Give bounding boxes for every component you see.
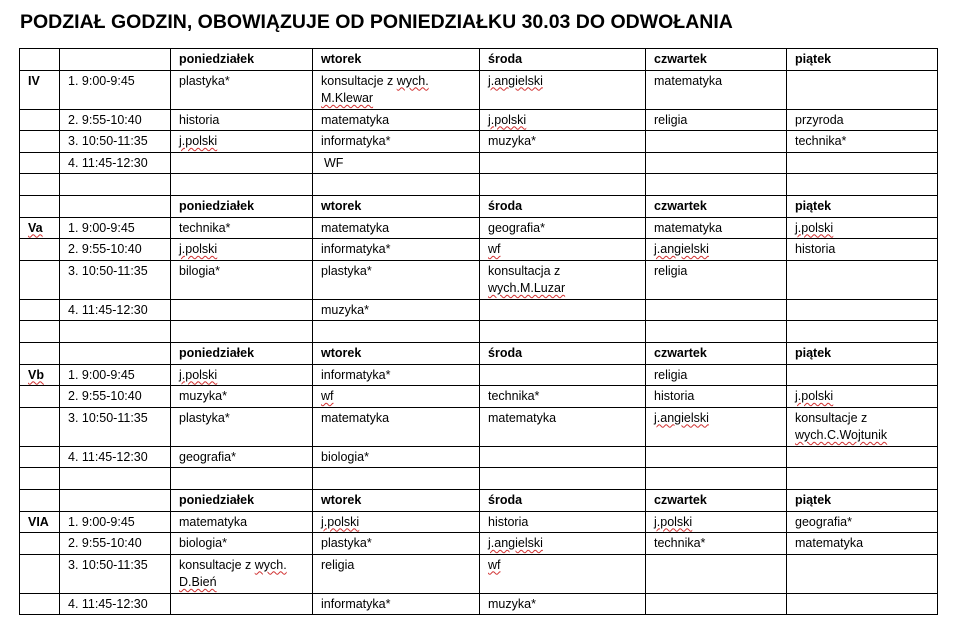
page-title: PODZIAŁ GODZIN, OBOWIĄZUJE OD PONIEDZIAŁKU 30.03 DO ODWOŁANIA — [20, 11, 733, 33]
table-row — [20, 109, 938, 131]
empty-cell — [60, 343, 171, 365]
lesson-time: 1. 9:00-9:45 — [60, 217, 171, 239]
subject-name: muzyka* — [488, 134, 536, 148]
lesson-time: 1. 9:00-9:45 — [60, 70, 171, 109]
lesson-cell — [171, 299, 313, 321]
day-header: czwartek — [646, 490, 787, 512]
subject-name: technika* — [654, 536, 706, 550]
day-header: czwartek — [646, 49, 787, 71]
table-row — [20, 152, 938, 174]
lesson-cell — [313, 386, 480, 408]
subject-name: informatyka* — [321, 134, 391, 148]
lesson-cell — [171, 109, 313, 131]
day-header: poniedziałek — [171, 49, 313, 71]
lesson-cell — [787, 593, 938, 615]
lesson-cell — [787, 299, 938, 321]
spacer-row — [20, 468, 938, 490]
lesson-cell — [480, 152, 646, 174]
lesson-cell — [313, 239, 480, 261]
class-label — [20, 299, 60, 321]
empty-cell — [60, 490, 171, 512]
day-header: piątek — [787, 343, 938, 365]
subject-name: WF — [324, 155, 344, 170]
subject-name: muzyka* — [321, 302, 369, 317]
day-header: wtorek — [313, 49, 480, 71]
empty-cell — [20, 196, 60, 218]
subject-name: religia — [654, 112, 688, 127]
empty-cell — [787, 468, 938, 490]
lesson-cell — [171, 217, 313, 239]
lesson-cell — [480, 131, 646, 153]
class-label — [20, 407, 60, 446]
lesson-cell — [480, 407, 646, 446]
subject-name: j.angielski — [654, 410, 709, 425]
empty-cell — [480, 174, 646, 196]
lesson-time: 3. 10:50-11:35 — [60, 131, 171, 153]
lesson-cell — [480, 239, 646, 261]
schedule-table — [19, 48, 938, 615]
subject-name: j.polski — [488, 112, 527, 127]
lesson-cell — [313, 446, 480, 468]
subject-name: historia — [795, 242, 836, 256]
subject-name: j.polski — [795, 220, 834, 235]
subject-name: historia — [488, 514, 529, 529]
subject-name: j.polski — [795, 389, 834, 403]
subject-name: plastyka* — [179, 410, 230, 425]
lesson-cell — [787, 386, 938, 408]
lesson-cell — [787, 364, 938, 386]
empty-cell — [646, 174, 787, 196]
lesson-cell — [646, 260, 787, 299]
empty-cell — [171, 174, 313, 196]
empty-cell — [480, 321, 646, 343]
empty-cell — [20, 174, 60, 196]
subject-name: biologia* — [321, 449, 369, 464]
lesson-cell — [787, 131, 938, 153]
lesson-time: 2. 9:55-10:40 — [60, 109, 171, 131]
subject-name: j.angielski — [488, 73, 543, 88]
empty-cell — [313, 174, 480, 196]
lesson-cell — [787, 533, 938, 555]
day-header-row — [20, 49, 938, 71]
subject-name: konsultacje z wych. D.Bień — [179, 557, 287, 589]
empty-cell — [20, 321, 60, 343]
subject-name: j.polski — [179, 134, 218, 148]
lesson-cell — [313, 554, 480, 593]
table-row — [20, 239, 938, 261]
lesson-cell — [480, 299, 646, 321]
lesson-time: 2. 9:55-10:40 — [60, 533, 171, 555]
lesson-cell — [313, 152, 480, 174]
lesson-cell — [171, 131, 313, 153]
subject-name: religia — [654, 367, 688, 382]
class-name: Va — [28, 220, 43, 235]
table-row — [20, 217, 938, 239]
spacer-row — [20, 321, 938, 343]
lesson-cell — [171, 407, 313, 446]
subject-name: matematyka — [795, 536, 864, 550]
subject-name: wf — [488, 242, 501, 256]
lesson-cell — [646, 217, 787, 239]
lesson-cell — [646, 593, 787, 615]
class-label — [20, 217, 60, 239]
table-row — [20, 364, 938, 386]
class-label — [20, 239, 60, 261]
lesson-cell — [313, 70, 480, 109]
lesson-time: 3. 10:50-11:35 — [60, 554, 171, 593]
table-row — [20, 554, 938, 593]
subject-name: przyroda — [795, 112, 844, 127]
empty-cell — [787, 321, 938, 343]
lesson-cell — [646, 407, 787, 446]
table-row — [20, 533, 938, 555]
lesson-cell — [171, 364, 313, 386]
subject-name: plastyka* — [179, 73, 230, 88]
subject-name: informatyka* — [321, 242, 391, 256]
lesson-cell — [646, 364, 787, 386]
lesson-cell — [646, 70, 787, 109]
subject-name: geografia* — [488, 220, 545, 235]
table-row — [20, 299, 938, 321]
lesson-cell — [787, 109, 938, 131]
lesson-cell — [313, 217, 480, 239]
lesson-cell — [646, 109, 787, 131]
empty-cell — [60, 196, 171, 218]
table-row — [20, 131, 938, 153]
day-header-row — [20, 490, 938, 512]
subject-name: j.angielski — [654, 242, 709, 256]
class-label — [20, 260, 60, 299]
class-name: VIA — [28, 514, 49, 529]
subject-name: historia — [179, 112, 220, 127]
class-label — [20, 446, 60, 468]
subject-name: technika* — [488, 389, 540, 403]
lesson-cell — [646, 299, 787, 321]
subject-name: historia — [654, 389, 695, 403]
subject-name: j.polski — [321, 514, 360, 529]
empty-cell — [646, 468, 787, 490]
lesson-time: 2. 9:55-10:40 — [60, 386, 171, 408]
empty-cell — [787, 174, 938, 196]
subject-name: j.polski — [179, 242, 218, 256]
table-row — [20, 511, 938, 533]
class-label — [20, 364, 60, 386]
lesson-cell — [480, 386, 646, 408]
lesson-time: 4. 11:45-12:30 — [60, 593, 171, 615]
subject-name: informatyka* — [321, 596, 391, 611]
lesson-time: 2. 9:55-10:40 — [60, 239, 171, 261]
subject-name: bilogia* — [179, 263, 221, 278]
empty-cell — [171, 321, 313, 343]
subject-name: matematyka — [321, 220, 390, 235]
day-header: piątek — [787, 490, 938, 512]
subject-name: technika* — [179, 220, 231, 235]
lesson-cell — [313, 364, 480, 386]
subject-name: technika* — [795, 134, 847, 148]
lesson-cell — [787, 239, 938, 261]
lesson-cell — [787, 446, 938, 468]
table-row — [20, 70, 938, 109]
lesson-cell — [171, 593, 313, 615]
subject-name: biologia* — [179, 536, 227, 550]
lesson-cell — [646, 131, 787, 153]
subject-name: konsultacje z wych.C.Wojtunik — [795, 410, 888, 442]
lesson-cell — [313, 511, 480, 533]
lesson-cell — [171, 386, 313, 408]
lesson-cell — [480, 109, 646, 131]
lesson-cell — [646, 511, 787, 533]
lesson-cell — [480, 554, 646, 593]
lesson-time: 3. 10:50-11:35 — [60, 260, 171, 299]
class-label — [20, 70, 60, 109]
lesson-cell — [787, 152, 938, 174]
table-row — [20, 407, 938, 446]
empty-cell — [20, 49, 60, 71]
lesson-cell — [646, 386, 787, 408]
lesson-cell — [787, 511, 938, 533]
subject-name: plastyka* — [321, 263, 372, 278]
lesson-cell — [313, 260, 480, 299]
lesson-cell — [646, 554, 787, 593]
lesson-cell — [171, 511, 313, 533]
subject-name: plastyka* — [321, 536, 372, 550]
subject-name: konsultacja z wych.M.Luzar — [488, 263, 566, 295]
day-header: poniedziałek — [171, 196, 313, 218]
empty-cell — [20, 468, 60, 490]
lesson-cell — [646, 239, 787, 261]
class-label — [20, 533, 60, 555]
subject-name: muzyka* — [488, 596, 536, 611]
lesson-cell — [480, 533, 646, 555]
lesson-cell — [171, 70, 313, 109]
lesson-cell — [787, 217, 938, 239]
subject-name: muzyka* — [179, 389, 227, 403]
subject-name: j.angielski — [488, 536, 543, 550]
subject-name: j.polski — [179, 367, 218, 382]
lesson-cell — [480, 260, 646, 299]
empty-cell — [646, 321, 787, 343]
lesson-cell — [171, 152, 313, 174]
lesson-cell — [171, 533, 313, 555]
class-label — [20, 131, 60, 153]
subject-name: informatyka* — [321, 367, 391, 382]
day-header: poniedziałek — [171, 490, 313, 512]
class-name: IV — [28, 73, 40, 88]
empty-cell — [313, 321, 480, 343]
lesson-cell — [171, 260, 313, 299]
lesson-time: 3. 10:50-11:35 — [60, 407, 171, 446]
day-header: środa — [480, 343, 646, 365]
subject-name: matematyka — [321, 410, 390, 425]
class-label — [20, 386, 60, 408]
subject-name: matematyka — [654, 73, 723, 88]
class-name: Vb — [28, 367, 44, 382]
day-header: środa — [480, 196, 646, 218]
lesson-cell — [480, 446, 646, 468]
empty-cell — [313, 468, 480, 490]
day-header: piątek — [787, 49, 938, 71]
day-header-row — [20, 343, 938, 365]
day-header: wtorek — [313, 490, 480, 512]
class-label — [20, 511, 60, 533]
class-label — [20, 593, 60, 615]
lesson-time: 1. 9:00-9:45 — [60, 511, 171, 533]
empty-cell — [20, 343, 60, 365]
table-row — [20, 593, 938, 615]
empty-cell — [60, 468, 171, 490]
lesson-cell — [480, 593, 646, 615]
subject-name: matematyka — [654, 220, 723, 235]
lesson-cell — [646, 446, 787, 468]
lesson-cell — [480, 217, 646, 239]
lesson-time: 1. 9:00-9:45 — [60, 364, 171, 386]
lesson-cell — [787, 260, 938, 299]
lesson-cell — [480, 70, 646, 109]
empty-cell — [171, 468, 313, 490]
day-header: czwartek — [646, 196, 787, 218]
class-label — [20, 554, 60, 593]
lesson-cell — [313, 131, 480, 153]
empty-cell — [60, 174, 171, 196]
subject-name: religia — [654, 263, 688, 278]
day-header: czwartek — [646, 343, 787, 365]
subject-name: matematyka — [488, 410, 557, 425]
lesson-cell — [171, 554, 313, 593]
lesson-cell — [313, 593, 480, 615]
empty-cell — [20, 490, 60, 512]
lesson-cell — [646, 152, 787, 174]
subject-name: matematyka — [321, 112, 390, 127]
empty-cell — [60, 49, 171, 71]
class-label — [20, 152, 60, 174]
lesson-cell — [313, 407, 480, 446]
day-header: poniedziałek — [171, 343, 313, 365]
empty-cell — [480, 468, 646, 490]
lesson-cell — [646, 533, 787, 555]
spacer-row — [20, 174, 938, 196]
lesson-cell — [171, 446, 313, 468]
lesson-cell — [787, 554, 938, 593]
subject-name: konsultacje z wych. M.Klewar — [321, 73, 429, 105]
lesson-time: 4. 11:45-12:30 — [60, 446, 171, 468]
lesson-cell — [313, 533, 480, 555]
day-header: wtorek — [313, 343, 480, 365]
day-header: wtorek — [313, 196, 480, 218]
lesson-cell — [313, 109, 480, 131]
subject-name: wf — [488, 557, 501, 572]
table-row — [20, 446, 938, 468]
table-row — [20, 260, 938, 299]
lesson-cell — [480, 364, 646, 386]
day-header: środa — [480, 49, 646, 71]
empty-cell — [60, 321, 171, 343]
lesson-cell — [171, 239, 313, 261]
subject-name: geografia* — [795, 514, 852, 529]
subject-name: geografia* — [179, 449, 236, 464]
subject-name: j.polski — [654, 514, 693, 529]
class-label — [20, 109, 60, 131]
lesson-time: 4. 11:45-12:30 — [60, 299, 171, 321]
subject-name: wf — [321, 389, 334, 403]
day-header-row — [20, 196, 938, 218]
lesson-cell — [787, 70, 938, 109]
subject-name: matematyka — [179, 514, 248, 529]
day-header: środa — [480, 490, 646, 512]
lesson-time: 4. 11:45-12:30 — [60, 152, 171, 174]
lesson-cell — [313, 299, 480, 321]
table-row — [20, 386, 938, 408]
lesson-cell — [480, 511, 646, 533]
lesson-cell — [787, 407, 938, 446]
day-header: piątek — [787, 196, 938, 218]
subject-name: religia — [321, 557, 355, 572]
